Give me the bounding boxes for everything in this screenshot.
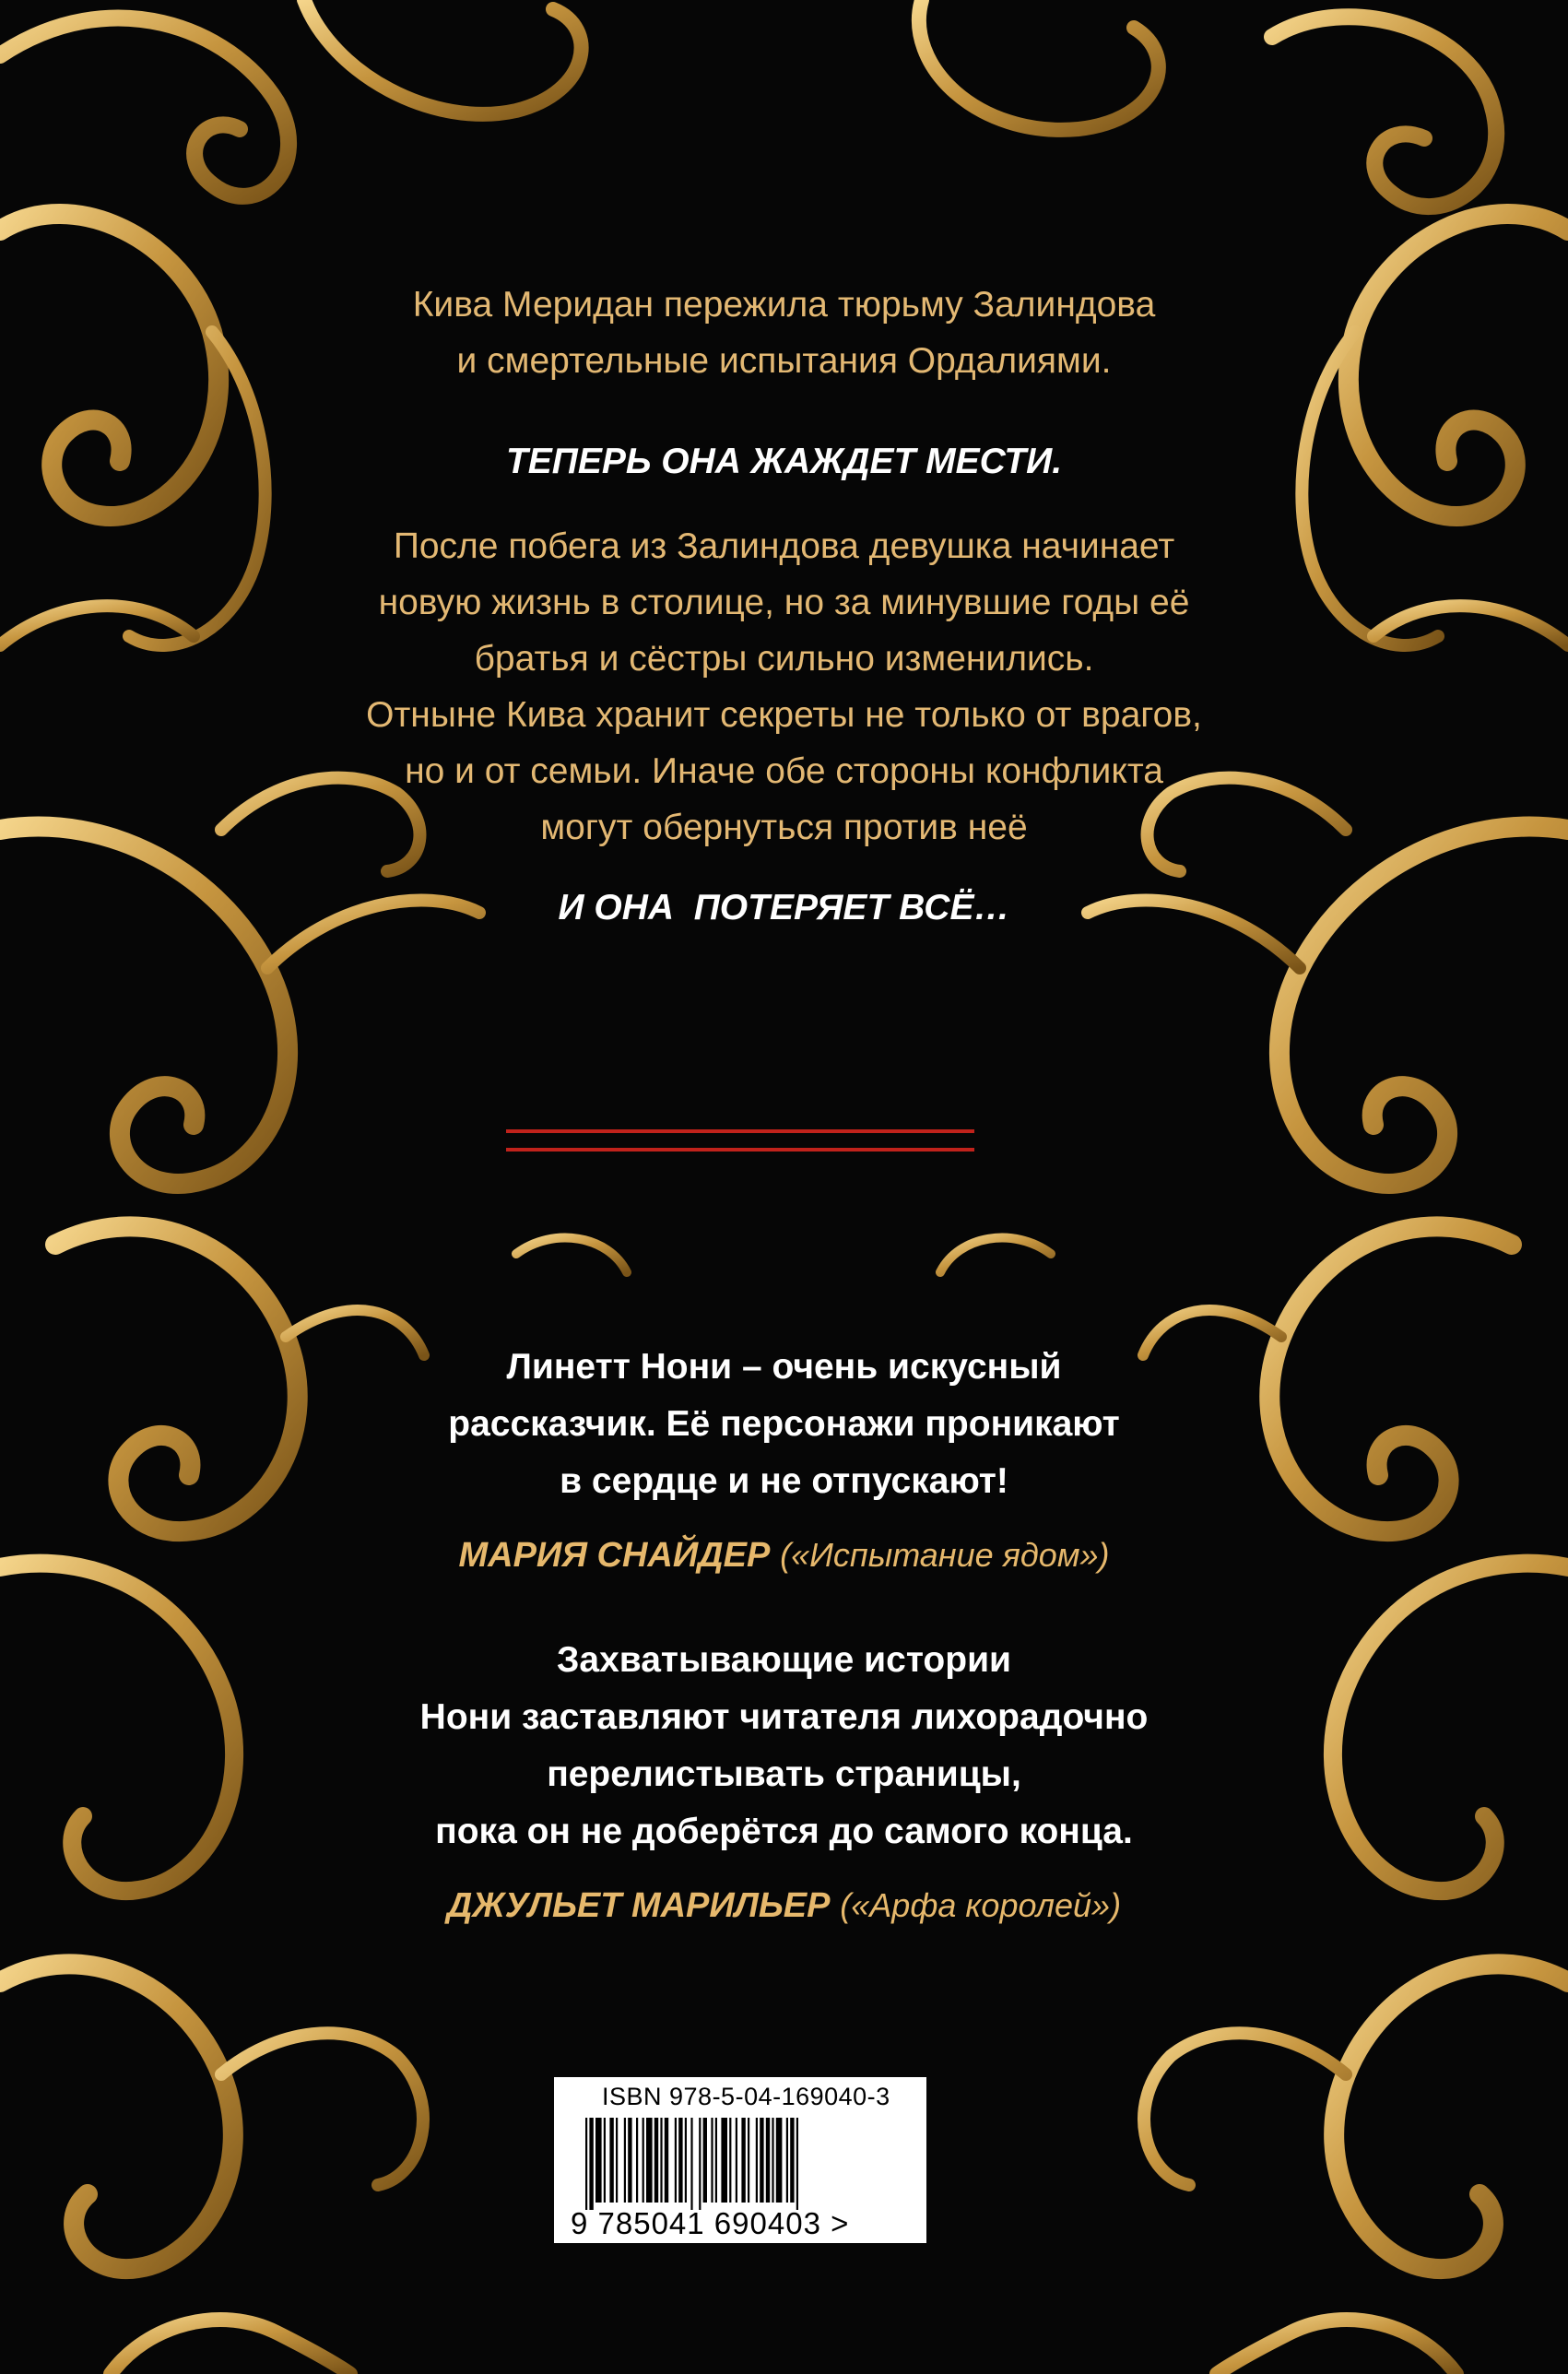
blurb-intro [0, 277, 1568, 389]
barcode-bar [685, 2118, 687, 2203]
barcode-bar [595, 2118, 602, 2203]
review-quote-line: в сердце и не отпускают! [560, 1461, 1008, 1501]
review-attribution [0, 1527, 1568, 1584]
blurb-body-line: новую жизнь в столице, но за минувшие годы её [378, 583, 1190, 622]
barcode-bar [786, 2118, 788, 2203]
barcode-bar [585, 2118, 587, 2210]
blurb-body-line: но и от семьи. Иначе обе стороны конфликта [405, 751, 1163, 791]
barcode-bar [616, 2118, 618, 2203]
isbn-barcode [554, 2077, 926, 2243]
barcode-bar [760, 2118, 763, 2203]
review-quote-line: Захватывающие истории [556, 1640, 1012, 1680]
barcode-bar [711, 2118, 713, 2203]
blurb-closing [0, 880, 1568, 936]
barcode-bar [654, 2118, 658, 2203]
review-quote-line: Линетт Нони – очень искусный [506, 1347, 1062, 1387]
barcode-bar [748, 2118, 749, 2203]
barcode-bar [729, 2118, 731, 2203]
review-quote [0, 1339, 1568, 1510]
review-work: («Арфа королей») [840, 1886, 1122, 1924]
barcode-bar [636, 2118, 638, 2203]
barcode-bar [643, 2118, 644, 2203]
isbn-label: ISBN 978-5-04-169040-3 [602, 2083, 890, 2110]
review-attribution [0, 1877, 1568, 1934]
barcode-bar [772, 2118, 773, 2203]
blurb-body [0, 518, 1568, 856]
divider-line-bottom [506, 1148, 974, 1152]
review-work: («Испытание ядом») [780, 1536, 1110, 1574]
barcode-bar [690, 2118, 692, 2210]
closing-text: И ОНА ПОТЕРЯЕТ ВСЁ… [558, 888, 1010, 927]
barcode-bar [699, 2118, 701, 2210]
blurb-body-line: Отныне Кива хранит секреты не только от врагов, [366, 695, 1202, 735]
review-quote [0, 1632, 1568, 1860]
barcode-bar [736, 2118, 737, 2203]
blurb-body-line: братья и сёстры сильно изменились. [474, 639, 1094, 679]
review-quote-line: перелистывать страницы, [547, 1754, 1021, 1794]
review-attribution-line [0, 1877, 1568, 1934]
barcode-bar [665, 2118, 668, 2203]
barcode-bar [675, 2118, 677, 2203]
barcode-bar [766, 2118, 770, 2203]
barcode-bar [715, 2118, 717, 2203]
barcode-bar [756, 2118, 758, 2203]
barcode-bar [628, 2118, 631, 2203]
barcode-bar [721, 2118, 727, 2203]
barcode-bar [646, 2118, 653, 2203]
barcode-bar [609, 2118, 613, 2203]
barcode-bar [624, 2118, 626, 2203]
review-quote-line: рассказчик. Её персонажи проникают [448, 1404, 1120, 1444]
blurb-body-line: могут обернуться против неё [540, 808, 1028, 847]
review-author: МАРИЯ СНАЙДЕР [458, 1536, 771, 1575]
barcode-bar [796, 2118, 798, 2210]
divider-line-top [506, 1129, 974, 1133]
barcode-digits: 9 785041 690403 > [571, 2206, 850, 2240]
review-quote-line: пока он не доберётся до самого конца. [435, 1812, 1133, 1851]
review-author: ДЖУЛЬЕТ МАРИЛЬЕР [446, 1886, 831, 1925]
blurb-tagline [0, 433, 1568, 490]
blurb-intro-line: и смертельные испытания Ордалиями. [456, 341, 1112, 381]
barcode-bar [660, 2118, 662, 2203]
tagline-text: ТЕПЕРЬ ОНА ЖАЖДЕТ МЕСТИ. [505, 442, 1063, 481]
barcode-bar [741, 2118, 745, 2203]
review-quote-line: Нони заставляют читателя лихорадочно [419, 1697, 1149, 1737]
blurb-body-line: После побега из Залиндова девушка начинает [393, 526, 1175, 566]
red-divider [506, 1129, 974, 1153]
barcode-bar [604, 2118, 606, 2203]
barcode-bar [790, 2118, 794, 2203]
review-attribution-line [0, 1527, 1568, 1584]
barcode-bar [678, 2118, 682, 2203]
barcode-bar [776, 2118, 783, 2203]
blurb-intro-line: Кива Меридан пережила тюрьму Залиндова [412, 285, 1156, 325]
barcode-bar [589, 2118, 593, 2210]
barcode-bar [703, 2118, 707, 2203]
